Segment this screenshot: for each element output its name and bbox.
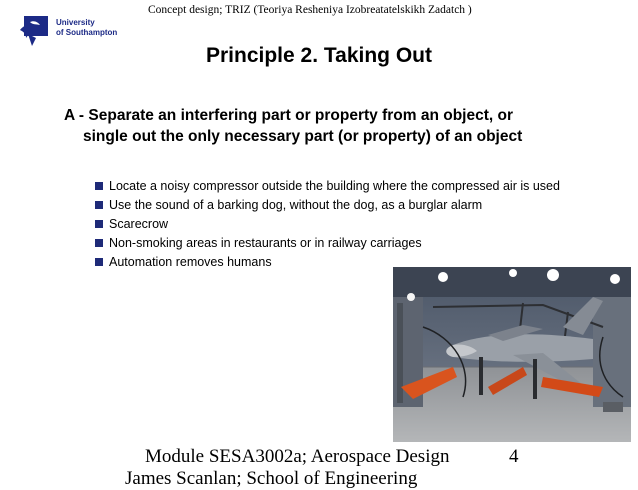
principle-statement bbox=[64, 105, 584, 147]
square-bullet-icon bbox=[95, 182, 103, 190]
slide-title: Principle 2. Taking Out bbox=[206, 44, 432, 67]
bullet-item: Automation removes humans bbox=[95, 256, 565, 269]
logo-line-university: University bbox=[56, 18, 95, 27]
footer-module-line: Module SESA3002a; Aerospace Design bbox=[145, 446, 450, 467]
slide-header-caption: Concept design; TRIZ (Teoriya Resheniya Izobreatatelskikh Zadatch ) bbox=[148, 4, 472, 16]
square-bullet-icon bbox=[95, 239, 103, 247]
square-bullet-icon bbox=[95, 220, 103, 228]
square-bullet-icon bbox=[95, 201, 103, 209]
aircraft-test-hangar-photo bbox=[393, 267, 631, 442]
example-bullet-list bbox=[95, 180, 565, 275]
bullet-item: Locate a noisy compressor outside the building where the compressed air is used bbox=[95, 180, 565, 193]
square-bullet-icon bbox=[95, 258, 103, 266]
principle-statement-line-2: single out the only necessary part (or property) of an object bbox=[83, 128, 523, 145]
bullet-item: Use the sound of a barking dog, without the dog, as a burglar alarm bbox=[95, 199, 565, 212]
bullet-item: Scarecrow bbox=[95, 218, 565, 231]
bullet-item: Non-smoking areas in restaurants or in railway carriages bbox=[95, 237, 565, 250]
footer-author-line: James Scanlan; School of Engineering bbox=[125, 468, 418, 489]
page-number: 4 bbox=[509, 446, 519, 467]
principle-statement-line-1: A - Separate an interfering part or property from an object, or bbox=[64, 107, 514, 124]
logo-line-southampton: of Southampton bbox=[56, 28, 118, 37]
